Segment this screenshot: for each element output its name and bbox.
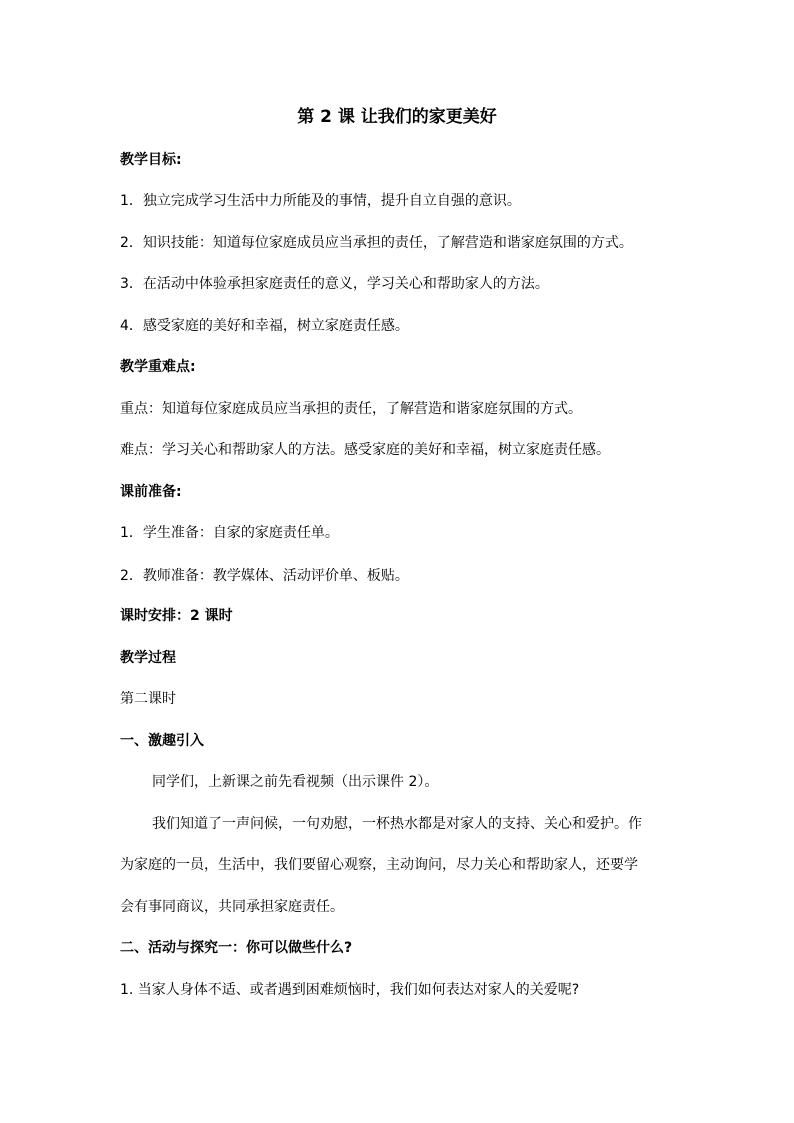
schedule: 课时安排：2 课时 (120, 608, 233, 624)
key-point-difficulty: 难点：学习关心和帮助家人的方法。感受家庭的美好和幸福，树立家庭责任感。 (120, 442, 610, 458)
preparation-item-2: 2．教师准备：教学媒体、活动评价单、板贴。 (120, 568, 409, 584)
section1-paragraph-2-line-3: 会有事同商议，共同承担家庭责任。 (120, 899, 344, 915)
section1-paragraph-2-line-1: 我们知道了一声问候，一句劝慰，一杯热水都是对家人的支持、关心和爱护。作 (152, 816, 642, 832)
section2-question-1: 1. 当家人身体不适、或者遇到困难烦恼时，我们如何表达对家人的关爱呢? (120, 982, 580, 998)
section1-paragraph-2-line-2: 为家庭的一员，生活中，我们要留心观察，主动询问，尽力关心和帮助家人，还要学 (120, 857, 638, 873)
preparation-heading: 课前准备: (120, 484, 182, 500)
objective-item-2: 2．知识技能：知道每位家庭成员应当承担的责任，了解营造和谐家庭氛围的方式。 (120, 235, 633, 251)
objective-item-3: 3．在活动中体验承担家庭责任的意义，学习关心和帮助家人的方法。 (120, 276, 549, 292)
section1-heading: 一、激趣引入 (120, 733, 204, 749)
objective-item-4: 4．感受家庭的美好和幸福，树立家庭责任感。 (120, 318, 409, 334)
preparation-item-1: 1．学生准备：自家的家庭责任单。 (120, 525, 339, 541)
objectives-heading: 教学目标: (120, 152, 182, 168)
process-heading: 教学过程 (120, 650, 176, 666)
lesson-title: 第 2 课 让我们的家更美好 (297, 107, 497, 127)
key-points-heading: 教学重难点: (120, 359, 196, 375)
key-point-focus: 重点：知道每位家庭成员应当承担的责任，了解营造和谐家庭氛围的方式。 (120, 401, 582, 417)
objective-item-1: 1．独立完成学习生活中力所能及的事情，提升自立自强的意识。 (120, 193, 521, 209)
period-label: 第二课时 (120, 691, 176, 707)
section1-paragraph-1: 同学们，上新课之前先看视频（出示课件 2）。 (152, 774, 439, 790)
section2-heading: 二、活动与探究一：你可以做些什么? (120, 940, 353, 956)
